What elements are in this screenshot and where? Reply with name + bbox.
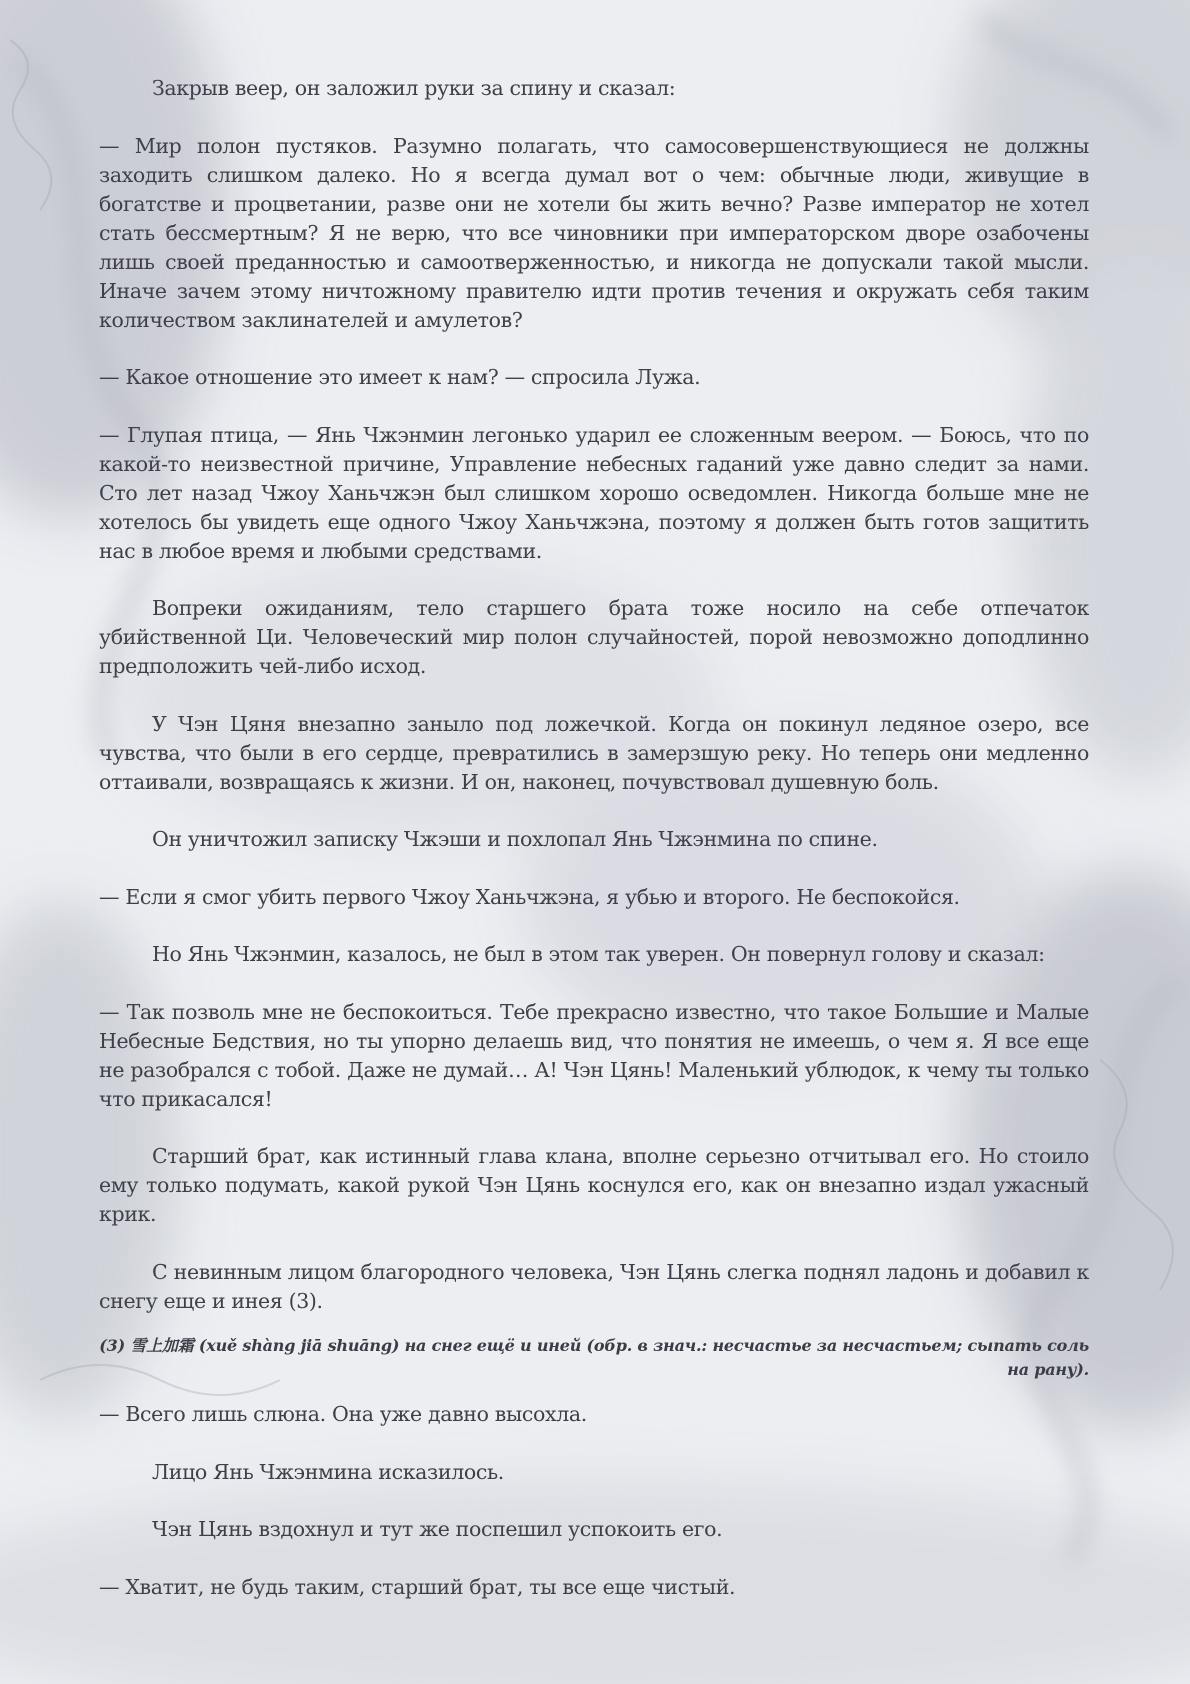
paragraph: С невинным лицом благородного человека, Чэн Цянь слегка поднял ладонь и добавил к снегу еще и инея (3).: [99, 1259, 1089, 1313]
paragraph: — Глупая птица, — Янь Чжэнмин легонько ударил ее сложенным веером. — Боюсь, что по какой-то неизвестной причине, Управление небесных гаданий уже давно следит за нами. Сто лет назад Чжоу Ханьчжэн был слишком хорошо осведомлен. Никогда больше мне не хотелось бы увидеть еще одного Чжоу Ханьчжэна, поэтому я должен быть готов защитить нас в любое время и любыми средствами.: [99, 422, 1089, 563]
footnote: (3) 雪上加霜 (xuě shàng jiā shuāng) на снег ещё и иней (обр. в знач.: несчастье за несчастьем; сыпать соль на рану).: [99, 1336, 1089, 1379]
paragraph: — Мир полон пустяков. Разумно полагать, что самосовершенствующиеся не должны заходить слишком далеко. Но я всегда думал вот о чем: обычные люди, живущие в богатстве и процветании, разве они не хотели бы жить вечно? Разве император не хотел стать бессмертным? Я не верю, что все чиновники при императорском дворе озабочены лишь своей преданностью и самоотверженностью, и никогда не допускали такой мысли. Иначе зачем этому ничтожному правителю идти против течения и окружать себя таким количеством заклинателей и амулетов?: [99, 133, 1089, 332]
paragraph: Чэн Цянь вздохнул и тут же поспешил успокоить его.: [152, 1517, 723, 1541]
paragraph: — Хватит, не будь таким, старший брат, ты все еще чистый.: [99, 1574, 736, 1599]
paragraph: — Какое отношение это имеет к нам? — спросила Лужа.: [99, 365, 701, 389]
paragraph: — Всего лишь слюна. Она уже давно высохла.: [99, 1402, 587, 1426]
paragraph: Лицо Янь Чжэнмина исказилось.: [152, 1459, 504, 1484]
paragraph: — Если я смог убить первого Чжоу Ханьчжэна, я убью и второго. Не беспокойся.: [99, 884, 960, 909]
paragraph: Закрыв веер, он заложил руки за спину и сказал:: [152, 76, 676, 100]
paragraph: Вопреки ожиданиям, тело старшего брата тоже носило на себе отпечаток убийственной Ци. Человеческий мир полон случайностей, порой невозможно доподлинно предположить чей-либо исход.: [99, 596, 1089, 678]
paragraph: Но Янь Чжэнмин, казалось, не был в этом так уверен. Он повернул голову и сказал:: [152, 942, 1045, 966]
paragraph: Старший брат, как истинный глава клана, вполне серьезно отчитывал его. Но стоило ему только подумать, какой рукой Чэн Цянь коснулся его, как он внезапно издал ужасный крик.: [99, 1144, 1089, 1226]
paragraph: — Так позволь мне не беспокоиться. Тебе прекрасно известно, что такое Большие и Малые Небесные Бедствия, но ты упорно делаешь вид, что понятия не имеешь, о чем я. Я все еще не разобрался с тобой. Даже не думай… А! Чэн Цянь! Маленький ублюдок, к чему ты только что прикасался!: [99, 999, 1089, 1111]
paragraph: Он уничтожил записку Чжэши и похлопал Янь Чжэнмина по спине.: [152, 827, 878, 851]
paragraph: У Чэн Цяня внезапно заныло под ложечкой. Когда он покинул ледяное озеро, все чувства, что были в его сердце, превратились в замерзшую реку. Но теперь они медленно оттаивали, возвращаясь к жизни. И он, наконец, почувствовал душевную боль.: [99, 711, 1089, 794]
document-page: [99, 74, 1089, 1630]
